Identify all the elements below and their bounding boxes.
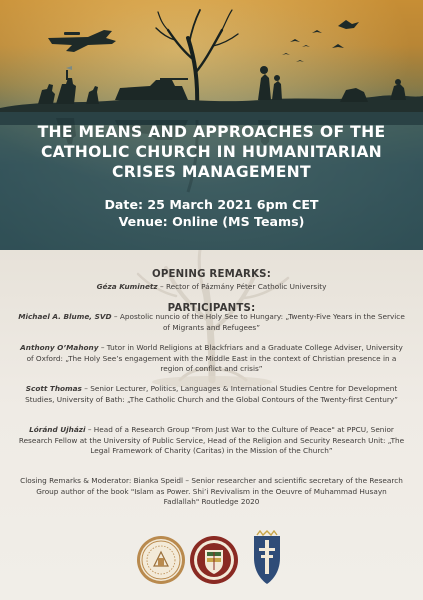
speaker-description: – Tutor in World Religions at Blackfriars and a Graduate College Adviser, University of Oxford: „The Holy See’s engagement with the Middle East in the context of Christian presence in a region of conflict and crisis” [26,343,403,373]
participant-entry [18,384,405,404]
opening-remarks-heading: OPENING REMARKS: [151,269,271,280]
event-title-line: CRISES MANAGEMENT [112,163,311,181]
speaker-name: Scott Thomas [25,384,82,394]
participant-entry [18,425,405,456]
event-venue: Venue: Online (MS Teams) [118,214,305,229]
event-date: Date: 25 March 2021 6pm CET [104,197,319,212]
speaker-name: Géza Kuminetz [96,282,158,292]
speaker-description: – Apostolic nuncio of the Holy See to Hungary: „Twenty-Five Years in the Service of Migrants and Refugees” [111,312,405,332]
opening-remarks-entry [18,282,405,292]
speaker-name: Michael A. Blume, SVD [18,312,112,322]
institution-logos [0,530,423,590]
speaker-name: Lóránd Ujházi [29,425,86,435]
speaker-description: – Head of a Research Group "From Just War to the Culture of Peace" at PPCU, Senior Research Fellow at the University of Public Service, Head of the Religion and Security Research Unit: „The Legal Framework of Charity (Caritas) in the Mission of the Church” [18,425,405,455]
speaker-description: – Senior Lecturer, Politics, Languages & International Studies Centre for Development Studies, University of Bath: „The Catholic Church and the Global Contours of the Twenty-first Century” [25,384,398,404]
event-title-line: THE MEANS AND APPROACHES OF THE [37,123,386,141]
speaker-name: Anthony O’Mahony [20,343,99,353]
hero-banner [0,0,423,250]
participants-heading: PARTICIPANTS: [167,303,256,314]
university-seal-icon [137,536,185,584]
participant-entry [18,343,405,374]
cross-emblem-icon [254,531,280,584]
participant-entry [18,312,405,332]
university-public-service-crest-icon [190,536,238,584]
event-title-line: CATHOLIC CHURCH IN HUMANITARIAN [40,143,383,161]
event-title [0,122,423,182]
closing-remarks: Closing Remarks & Moderator: Bianka Speidl – Senior researcher and scientific secretary of the Research Group author of the book "Islam as Power. Shi’i Revivalism in the Oeuvre of Muhammad Husayn Fadlallah" Routledge 2020 [20,476,403,506]
program-section [0,250,423,600]
speaker-description: – Rector of Pázmány Péter Catholic University [157,282,327,292]
event-details [0,196,423,230]
